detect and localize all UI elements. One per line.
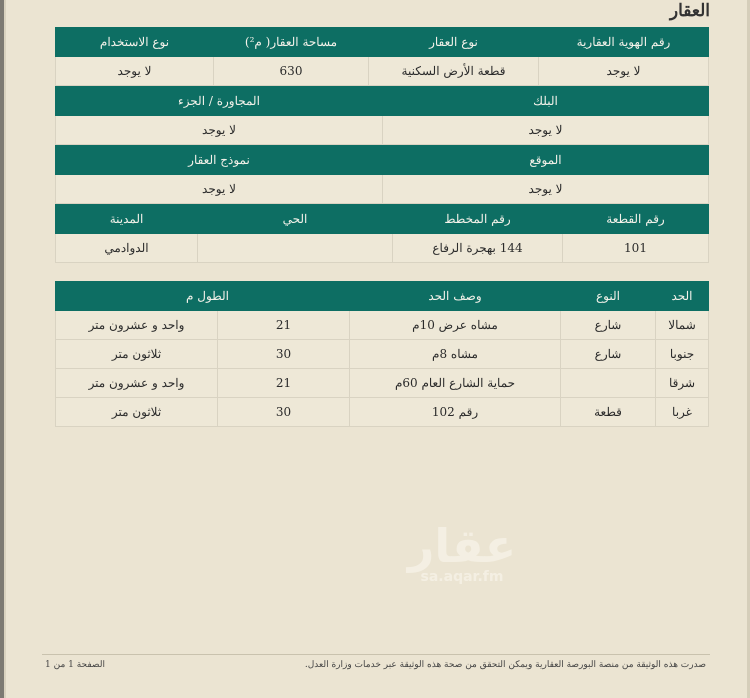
- value-property-id: لا يوجد: [539, 57, 709, 86]
- header-property-model: نموذج العقار: [56, 146, 383, 175]
- footer-notice: صدرت هذه الوثيقة من منصة البورصة العقارية ويمكن التحقق من صحة هذه الوثيقة عبر خدمات وزارة العدل.: [304, 660, 706, 670]
- header-neighborhood-part: المجاورة / الجزء: [56, 87, 383, 116]
- cell-type: [561, 369, 656, 398]
- cell-length-number: 30: [218, 340, 350, 369]
- cell-type: شارع: [561, 340, 656, 369]
- location-table: [55, 145, 709, 204]
- plot-table: [55, 204, 709, 263]
- table-row: [56, 340, 709, 369]
- header-plot-number: رقم القطعة: [563, 205, 709, 234]
- header-length: الطول م: [56, 282, 350, 311]
- value-neighborhood-part: لا يوجد: [56, 116, 383, 145]
- value-plan-number: 144 بهجرة الرفاع: [393, 234, 563, 263]
- header-description: وصف الحد: [350, 282, 561, 311]
- header-block: البلك: [383, 87, 709, 116]
- aqar-url: sa.aqar.fm: [420, 569, 504, 585]
- value-usage-type: لا يوجد: [56, 57, 214, 86]
- cell-description: رقم 102: [350, 398, 561, 427]
- header-property-type: نوع العقار: [369, 28, 539, 57]
- cell-length-text: واحد و عشرون متر: [56, 311, 218, 340]
- left-edge-shadow: [4, 0, 6, 698]
- section-title: العقار: [669, 1, 710, 21]
- header-type: النوع: [561, 282, 656, 311]
- footer-divider: [42, 654, 710, 655]
- header-property-area: مساحة العقار( م²): [214, 28, 369, 57]
- cell-length-number: 21: [218, 369, 350, 398]
- value-location: لا يوجد: [383, 175, 709, 204]
- cell-length-number: 30: [218, 398, 350, 427]
- aqar-logo: عقار: [407, 519, 517, 573]
- cell-description: حماية الشارع العام 60م: [350, 369, 561, 398]
- header-city: المدينة: [56, 205, 198, 234]
- header-district: الحي: [198, 205, 393, 234]
- header-location: الموقع: [383, 146, 709, 175]
- table-row: [56, 398, 709, 427]
- value-property-type: قطعة الأرض السكنية: [369, 57, 539, 86]
- value-city: الدوادمي: [56, 234, 198, 263]
- table-row: [56, 311, 709, 340]
- header-property-id: رقم الهوية العقارية: [539, 28, 709, 57]
- table-row: [56, 369, 709, 398]
- header-plan-number: رقم المخطط: [393, 205, 563, 234]
- cell-direction: جنوبا: [656, 340, 709, 369]
- aqar-watermark: [402, 520, 522, 584]
- page-number: الصفحة 1 من 1: [45, 660, 105, 670]
- cell-direction: غربا: [656, 398, 709, 427]
- value-property-area: 630: [214, 57, 369, 86]
- cell-length-text: ثلاثون متر: [56, 340, 218, 369]
- cell-length-text: ثلاثون متر: [56, 398, 218, 427]
- cell-length-text: واحد و عشرون متر: [56, 369, 218, 398]
- cell-direction: شمالا: [656, 311, 709, 340]
- cell-type: قطعة: [561, 398, 656, 427]
- cell-length-number: 21: [218, 311, 350, 340]
- value-district: [198, 234, 393, 263]
- cell-type: شارع: [561, 311, 656, 340]
- cell-description: مشاه عرض 10م: [350, 311, 561, 340]
- value-block: لا يوجد: [383, 116, 709, 145]
- boundaries-table: [55, 281, 709, 427]
- value-property-model: لا يوجد: [56, 175, 383, 204]
- header-usage-type: نوع الاستخدام: [56, 28, 214, 57]
- cell-direction: شرقا: [656, 369, 709, 398]
- cell-description: مشاه 8م: [350, 340, 561, 369]
- block-table: [55, 86, 709, 145]
- header-direction: الحد: [656, 282, 709, 311]
- value-plot-number: 101: [563, 234, 709, 263]
- property-table: [55, 27, 709, 86]
